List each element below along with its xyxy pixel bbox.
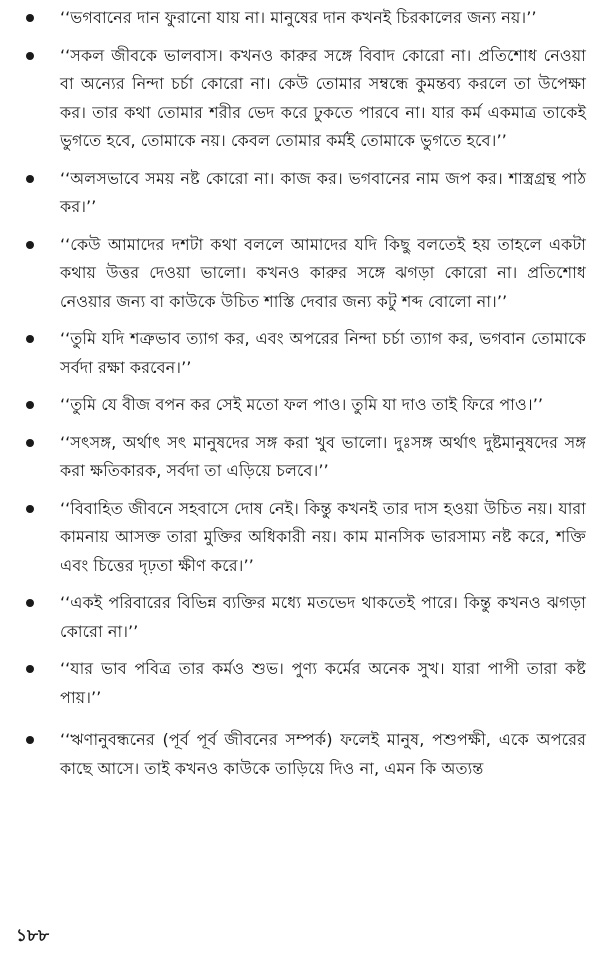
list-item	[0, 495, 600, 581]
quote-text: ‘‘তুমি যদি শত্রুভাব ত্যাগ কর, এবং অপরের নিন্দা চর্চা ত্যাগ কর, ভগবান তোমাকে সর্বদা রক্ষা করবেন।’’	[60, 329, 586, 377]
list-item	[0, 589, 600, 646]
quote-text: ‘‘ভগবানের দান ফুরানো যায় না। মানুষের দান কখনই চিরকালের জন্য নয়।’’	[60, 8, 537, 27]
bullet-icon	[26, 439, 34, 447]
list-item	[0, 165, 600, 222]
list-item	[0, 429, 600, 486]
list-item	[0, 655, 600, 712]
list-item	[0, 231, 600, 317]
quote-text: ‘‘বিবাহিত জীবনে সহবাসে দোষ নেই। কিন্তু কখনই তার দাস হওয়া উচিত নয়। যারা কামনায় আসক্ত তারা মুক্তির অধিকারী নয়। কাম মানসিক ভারসাম্য নষ্ট করে, শক্তি এবং চিত্তের দৃঢ়তা ক্ষীণ করে।’’	[60, 498, 586, 575]
bullet-icon	[26, 14, 34, 22]
quote-text: ‘‘ঋণানুবন্ধনের (পূর্ব পূর্ব জীবনের সম্পর্ক) ফলেই মানুষ, পশুপক্ষী, একে অপরের কাছে আসে। তাই কখনও কাউকে তাড়িয়ে দিও না, এমন কি অত্যন্ত	[60, 730, 586, 778]
bullet-icon	[26, 175, 34, 183]
bullet-icon	[26, 401, 34, 409]
quote-text: ‘‘একই পরিবারের বিভিন্ন ব্যক্তির মধ্যে মতভেদ থাকতেই পারে। কিন্তু কখনও ঝগড়া কোরো না।’’	[60, 593, 586, 641]
quote-list	[0, 4, 600, 790]
quote-text: ‘‘কেউ আমাদের দশটা কথা বললে আমাদের যদি কিছু বলতেই হয় তাহলে একটা কথায় উত্তর দেওয়া ভালো। কখনও কারুর সঙ্গে ঝগড়া কোরো না। প্রতিশোধ নেওয়ার জন্য বা কাউকে উচিত শাস্তি দেবার জন্য কটু শব্দ বোলো না।’’	[60, 234, 586, 311]
quote-text: ‘‘অলসভাবে সময় নষ্ট কোরো না। কাজ কর। ভগবানের নাম জপ কর। শাস্ত্রগ্রন্থ পাঠ কর।’’	[60, 168, 586, 216]
list-item	[0, 42, 600, 156]
bullet-icon	[26, 736, 34, 744]
list-item	[0, 4, 600, 33]
bullet-icon	[26, 241, 34, 249]
list-item	[0, 391, 600, 420]
list-item	[0, 726, 600, 783]
page-number: ১৮৮	[16, 926, 50, 946]
bullet-icon	[26, 505, 34, 513]
quote-text: ‘‘সৎসঙ্গ, অর্থাৎ সৎ মানুষদের সঙ্গ করা খুব ভালো। দুঃসঙ্গ অর্থাৎ দুষ্টমানুষদের সঙ্গ করা ক্ষতিকারক, সর্বদা তা এড়িয়ে চলবে।’’	[60, 432, 586, 480]
list-item	[0, 325, 600, 382]
quote-text: ‘‘যার ভাব পবিত্র তার কর্মও শুভ। পুণ্য কর্মের অনেক সুখ। যারা পাপী তারা কষ্ট পায়।’’	[60, 659, 586, 707]
bullet-icon	[26, 335, 34, 343]
bullet-icon	[26, 52, 34, 60]
bullet-icon	[26, 665, 34, 673]
quote-text: ‘‘তুমি যে বীজ বপন কর সেই মতো ফল পাও। তুমি যা দাও তাই ফিরে পাও।’’	[60, 395, 543, 414]
bullet-icon	[26, 599, 34, 607]
quote-text: ‘‘সকল জীবকে ভালবাস। কখনও কারুর সঙ্গে বিবাদ কোরো না। প্রতিশোধ নেওয়া বা অন্যের নিন্দা চর্চা কোরো না। কেউ তোমার সম্বন্ধে কুমন্তব্য করলে তা উপেক্ষা কর। তার কথা তোমার শরীর ভেদ করে ঢুকতে পারবে না। যার কর্ম একমাত্র তাকেই ভুগতে হবে, তোমাকে নয়। কেবল তোমার কর্মই তোমাকে ভুগতে হবে।’’	[60, 45, 586, 150]
